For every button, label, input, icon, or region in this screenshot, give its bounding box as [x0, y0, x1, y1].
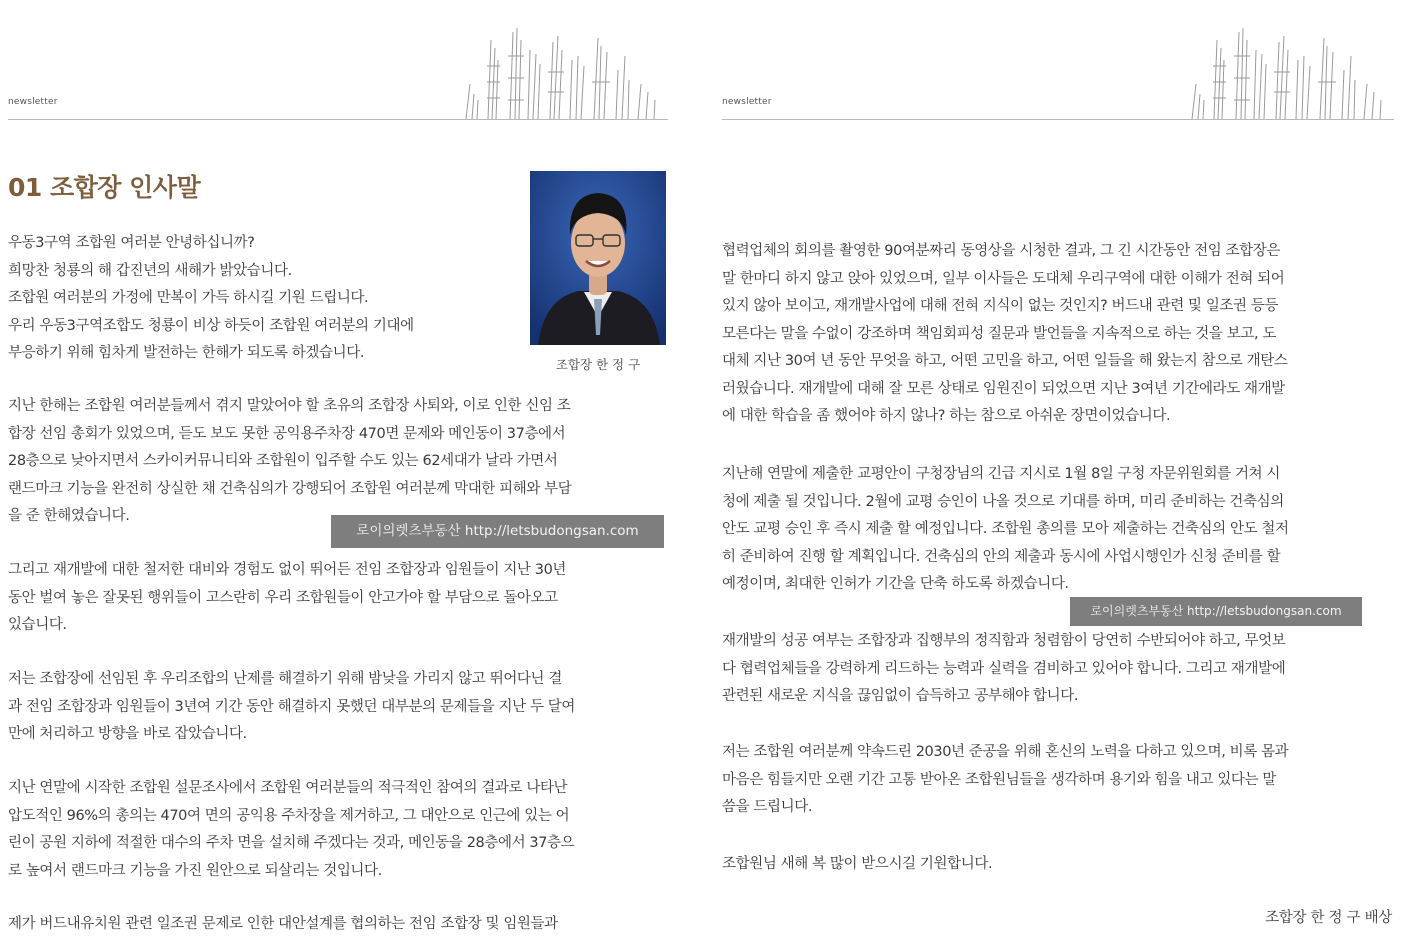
page-header [8, 0, 668, 124]
header-rule [722, 119, 1394, 120]
right-page [722, 0, 1394, 951]
paragraph: 재개발의 성공 여부는 조합장과 집행부의 정직함과 청렴함이 당연히 수반되어야 하고, 무엇보 다 협력업체들을 강력하게 리드하는 능력과 실력을 겸비하고 있어야 합니다. 그리고 재개발에 관련된 새로운 지식을 끊임없이 습득하고 공부해야 합니다. [722, 633, 1286, 704]
newsletter-label: newsletter [8, 97, 58, 107]
paragraph: 협력업체의 회의를 촬영한 90여분짜리 동영상을 시청한 결과, 그 긴 시간동안 전임 조합장은 말 한마디 하지 않고 앉아 있었으며, 일부 이사들은 도대체 우리구역에 대한 이해가 전혀 되어 있지 않아 보이고, 재개발사업에 대해 전혀 지식이 없는 것인지? 버드내 관련 및 일조권 등등 모른다는 말을 수없이 강조하며 책임회피성 질문과 발언들을 지속적으로 하는 것을 보고, 도 대체 지난 30여 년 동안 무엇을 하고, 어떤 고민을 하고, 어떤 일들을 해 왔는지 참으로 개탄스 러웠습니다. 재개발에 대해 잘 모른 상태로 임원진이 되었으면 지난 3여년 기간에라도 재개발 에 대한 학습을 좀 했어야 하지 않나? 하는 참으로 아쉬운 장면이었습니다. [722, 243, 1288, 424]
photo-caption: 조합장 한 정 구 [555, 357, 641, 372]
city-skyline-icon [458, 26, 668, 121]
chairman-photo [530, 171, 666, 345]
page-title: 01 조합장 인사말 [8, 173, 201, 202]
paragraph: 지난 연말에 시작한 조합원 설문조사에서 조합원 여러분들의 적극적인 참여의 결과로 나타난 압도적인 96%의 총의는 470여 면의 공익용 주차장을 제거하고, 그 대안으로 인근에 있는 어 린이 공원 지하에 적절한 대수의 주차 면을 설치해 주겠다는 것과, 메인동을 28층에서 37층으 로 높여서 랜드마크 기능을 가진 원안으로 되살리는 것입니다. [8, 780, 575, 879]
paragraph: 저는 조합원 여러분께 약속드린 2030년 준공을 위해 혼신의 노력을 다하고 있으며, 비록 몸과 마음은 힘들지만 오랜 기간 고통 받아온 조합원님들을 생각하며 용기와 힘을 내고 있다는 말 씀을 드립니다. [722, 744, 1289, 815]
city-skyline-icon [1184, 26, 1394, 121]
page-header [722, 0, 1394, 124]
paragraph: 지난해 연말에 제출한 교평안이 구청장님의 긴급 지시로 1월 8일 구청 자문위원회를 거쳐 시 청에 제출 될 것입니다. 2월에 교평 승인이 나올 것으로 기대를 하며, 미리 준비하는 건축심의 안도 교평 승인 후 즉시 제출 할 예정입니다. 조합원 총의를 모아 제출하는 건축심의 안도 철저 히 준비하여 진행 할 계획입니다. 건축심의 안의 제출과 동시에 사업시행인가 신청 준비를 할 예정이며, 최대한 인허가 기간을 단축 하도록 하겠습니다. [722, 466, 1289, 592]
signature: 조합장 한 정 구 배상 [1265, 910, 1392, 926]
paragraph: 조합원님 새해 복 많이 받으시길 기원합니다. [722, 856, 993, 872]
watermark-banner: 로이의렛츠부동산 http://letsbudongsan.com [331, 515, 664, 548]
paragraph: 지난 한해는 조합원 여러분들께서 겪지 말았어야 할 초유의 조합장 사퇴와, 이로 인한 신임 조 합장 선임 총회가 있었으며, 듣도 보도 못한 공익용주차장 470면 문제와 메인동이 37층에서 28층으로 낮아지면서 스카이커뮤니티와 조합원이 입주할 수도 있는 62세대가 날라 가면서 랜드마크 기능을 완전히 상실한 채 건축심의가 강행되어 조합원 여러분께 막대한 피해와 부담 을 준 한해였습니다. [8, 398, 572, 524]
paragraph: 제가 버드내유치원 관련 일조권 문제로 인한 대안설계를 협의하는 전임 조합장 및 임원들과 [8, 916, 558, 932]
header-rule [8, 119, 668, 120]
left-page [8, 0, 668, 951]
watermark-banner: 로이의렛츠부동산 http://letsbudongsan.com [1070, 597, 1362, 626]
newsletter-label: newsletter [722, 97, 772, 107]
paragraph: 저는 조합장에 선임된 후 우리조합의 난제를 해결하기 위해 밤낮을 가리지 않고 뛰어다닌 결 과 전임 조합장과 임원들이 3년여 기간 동안 해결하지 못했던 대부분의 문제들을 지난 두 달여 만에 처리하고 방향을 바로 잡았습니다. [8, 671, 576, 742]
paragraph: 그리고 재개발에 대한 철저한 대비와 경험도 없이 뛰어든 전임 조합장과 임원들이 지난 30년 동안 벌여 놓은 잘못된 행위들이 고스란히 우리 조합원들이 안고가야 할 부담으로 돌아오고 있습니다. [8, 562, 567, 633]
paragraph: 우동3구역 조합원 여러분 안녕하십니까? 희망찬 청룡의 해 갑진년의 새해가 밝았습니다. 조합원 여러분의 가정에 만복이 가득 하시길 기원 드립니다. 우리 우동3구역조합도 청룡이 비상 하듯이 조합원 여러분의 기대에 부응하기 위해 힘차게 발전하는 한해가 되도록 하겠습니다. [8, 235, 414, 361]
